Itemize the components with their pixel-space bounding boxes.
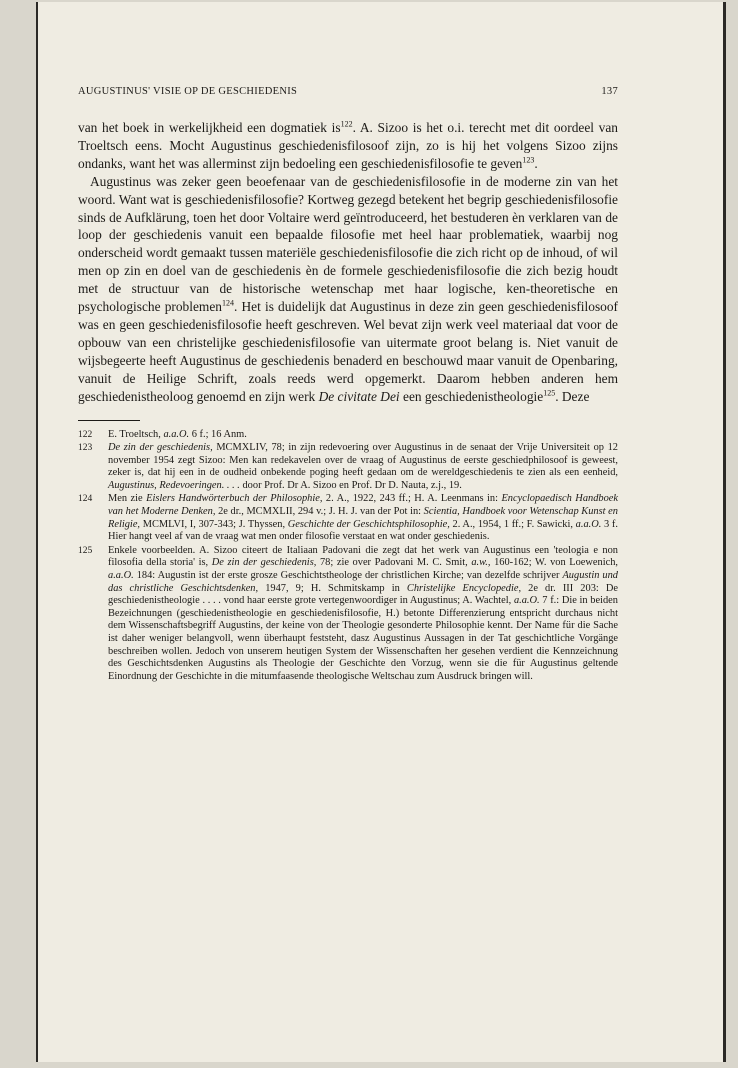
footnote-ref-123[interactable]: 123 [522,155,535,165]
footnote-number: 123 [78,443,93,454]
text-run: . A. Sizoo is het o.i. terecht met dit oordeel van Troeltsch eens. Mocht Augustinus geschiedenisfilosoof zijn, zo is hij het volgens Sizoo zijns ondanks, want het was allerminst zijn bedoeling een geschiedenisfilosofie te geven [78,120,619,171]
footnote-text: Men zie Eislers Handwörterbuch der Philosophie, 2. A., 1922, 243 ff.; H. A. Leenmans in: Encyclopaedisch Handboek van het Moderne Denken, 2e dr., MCMXLII, 294 v.; J. H. J. van der Pot in: Scientia, Handboek voor Wetenschap Kunst en Religie, MCMLVI, I, 307-343; J. Thyssen, Geschichte der Geschichtsphilosophie, 2. A., 1954, 1 ff.; F. Sawicki, a.a.O. 3 f. Hier hangt veel af van de vraag wat men onder filosofie verstaat en wat onder geschiedenis. [108,493,619,543]
running-header [78,86,618,97]
text-run: van het boek in werkelijkheid een dogmatiek is [78,120,341,135]
footnote-text: E. Troeltsch, a.a.O. 6 f.; 16 Anm. [108,428,247,440]
footnote-number: 125 [78,545,93,556]
text-run: . Het is duidelijk dat Augustinus in deze zin geen geschiedenisfilosoof was en geen geschiedenisfilosofie heeft geschreven. Wel bevat zijn werk veel materiaal dat voor de opbouw van een christelijke geschiedenisfilosofie van uitermate groot belang is. Niet vanuit de wijsbegeerte heeft Augustinus de geschiedenis benaderd en beschouwd maar vanuit de Openbaring, vanuit de Heilige Schrift, zoals reeds werd opgemerkt. Daarom hebben anderen hem geschiedenistheoloog genoemd en zijn werk [78,299,619,404]
footnote-125 [78,545,618,684]
footnote-122 [78,429,618,442]
page-number: 137 [601,86,618,97]
footnotes [78,429,618,684]
book-page [36,2,726,1062]
text-run: een geschiedenistheologie [399,388,544,404]
footnote-number: 122 [78,429,93,440]
text-run: . Deze [555,388,590,404]
footnote-ref-125[interactable]: 125 [543,388,556,398]
page-content [78,86,618,684]
footnote-text: De zin der geschiedenis, MCMXLIV, 78; in zijn redevoering over Augustinus in de senaat der Vrije Universiteit op 12 november 1954 zegt Sizoo: Men kan redekavelen over de vraag of Augustinus de eerste geschiedphilosoof is geweest, zeker is, dat hij een in de oudheid onbekende poging heeft gedaan om de wereldgeschiedenis te zien als een eenheid, Augustinus, Redevoeringen. . . . door Prof. Dr A. Sizoo en Prof. Dr D. Nauta, z.j., 19. [108,442,618,491]
body-text [78,119,618,406]
footnote-divider [78,420,140,421]
footnote-124 [78,493,618,543]
running-title: AUGUSTINUS' VISIE OP DE GESCHIEDENIS [78,86,298,97]
text-run: . [534,155,538,171]
footnote-ref-122[interactable]: 122 [340,119,353,129]
paragraph-1 [78,119,618,173]
paragraph-2 [78,173,618,406]
work-title: De civitate Dei [318,388,400,404]
footnote-ref-124[interactable]: 124 [221,298,234,308]
footnote-number: 124 [78,494,93,505]
footnote-text: Enkele voorbeelden. A. Sizoo citeert de Italiaan Padovani die zegt dat het werk van Augustinus een 'teologia e non filosofia della storia' is, De zin der geschiedenis, 78; zie over Padovani M. C. Smit, a.w., 160-162; W. von Loewenich, a.a.O. 184: Augustin ist der erste grosze Geschichtstheologe der christlichen Kirche; van dezelfde schrijver Augustin und das christliche Geschichtsdenken, 1947, 9; H. Schmitskamp in Christelijke Encyclopedie, 2e dr. III 203: De geschiedenistheologie . . . . vond haar eerste grote vertegenwoordiger in Augustinus; A. Wachtel, a.a.O. 7 f.: Die in beiden Bezeichnungen (geschiedenistheologie en geschiedenisfilosofie, H.) betonte Differenzierung entspricht durchaus nicht dem Wissenschaftsbegriff Augustins, der keine von der Theologie gesonderte Philosophie kennt. Der Name für die Sache ist daher weniger belangvoll, wenn überhaupt feststeht, dasz Augustinus Aussagen in der Tat geschichtliche Vorgänge beschreiben wollen. Jedoch von unserem heutigen System der Wissenschaften her gesehen verdient die Kennzeichnung des Geschichtsdenken Augustins als Theologie der Geschichte den Vorzug, wenn sie die für Augustinus geltende Einordnung der Geschichte in die mitumfaasende theologische Weltschau zum Ausdruck bringen will. [108,544,619,682]
footnote-123 [78,442,618,492]
text-run: Augustinus was zeker geen beoefenaar van de geschiedenisfilosofie in de moderne zin van het woord. Want wat is geschiedenisfilosofie? Kortweg gezegd betekent het begrip geschiedenisfilosofie sinds de Aufklärung, toen het door Voltaire werd geïntroduceerd, het bestuderen èn verklaren van de loop der geschiedenis vanuit een bepaalde filosofie met heel haar problematiek, waarbij nog onderscheid wordt gemaakt tussen materiële geschiedenisfilosofie die zich richt op de inhoud, of wil men op zin en doel van de geschiedenis èn de formele geschiedenisfilosofie die zich bezig houdt met de structuur van de historische wetenschap met haar logische, ken-theoretische en psychologische problemen [78,173,618,315]
